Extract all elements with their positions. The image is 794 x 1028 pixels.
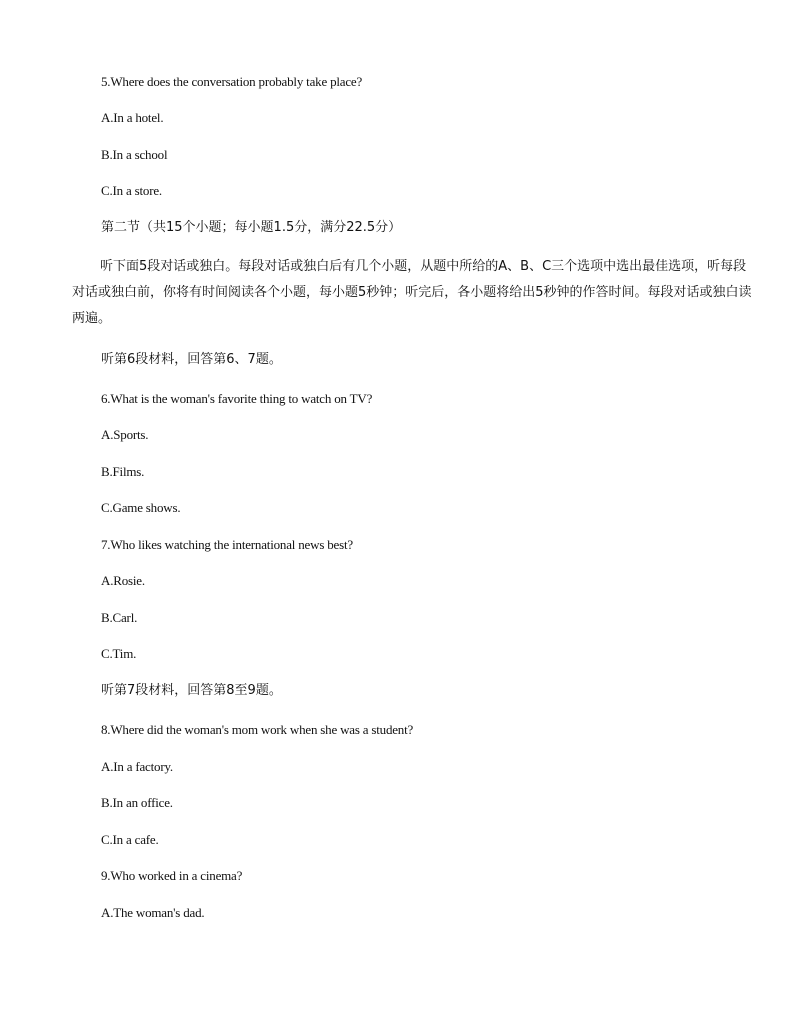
q5-option-a: A.In a hotel.	[101, 110, 164, 125]
question-5: 5.Where does the conversation probably take place?	[101, 74, 363, 89]
question-8: 8.Where did the woman's mom work when she was a student?	[101, 722, 414, 737]
q9-option-a: A.The woman's dad.	[101, 905, 205, 920]
question-7: 7.Who likes watching the international news best?	[101, 537, 353, 552]
material-7-heading: 听第7段材料，回答第8至9题。	[101, 683, 282, 698]
q7-option-a: A.Rosie.	[101, 573, 145, 588]
section-2-title: 第二节（共15个小题；每小题1.5分，满分22.5分）	[101, 220, 402, 235]
q8-option-a: A.In a factory.	[101, 759, 173, 774]
q6-option-b: B.Films.	[101, 464, 145, 479]
q6-option-c: C.Game shows.	[101, 500, 181, 515]
section-2-instructions: 听下面5段对话或独白。每段对话或独白后有几个小题，从题中所给的A、B、C三个选项中选出最佳选项，听每段对话或独白前，你将有时间阅读各个小题，每小题5秒钟；听完后，各小题将给出5秒钟的作答时间。每段对话或独白读两遍。	[72, 259, 752, 326]
question-9: 9.Who worked in a cinema?	[101, 868, 243, 883]
material-6-heading: 听第6段材料，回答第6、7题。	[101, 352, 282, 367]
q7-option-c: C.Tim.	[101, 646, 137, 661]
question-6: 6.What is the woman's favorite thing to watch on TV?	[101, 391, 373, 406]
q5-option-c: C.In a store.	[101, 183, 162, 198]
q6-option-a: A.Sports.	[101, 427, 149, 442]
q8-option-b: B.In an office.	[101, 795, 173, 810]
q7-option-b: B.Carl.	[101, 610, 138, 625]
q5-option-b: B.In a school	[101, 147, 168, 162]
q8-option-c: C.In a cafe.	[101, 832, 159, 847]
